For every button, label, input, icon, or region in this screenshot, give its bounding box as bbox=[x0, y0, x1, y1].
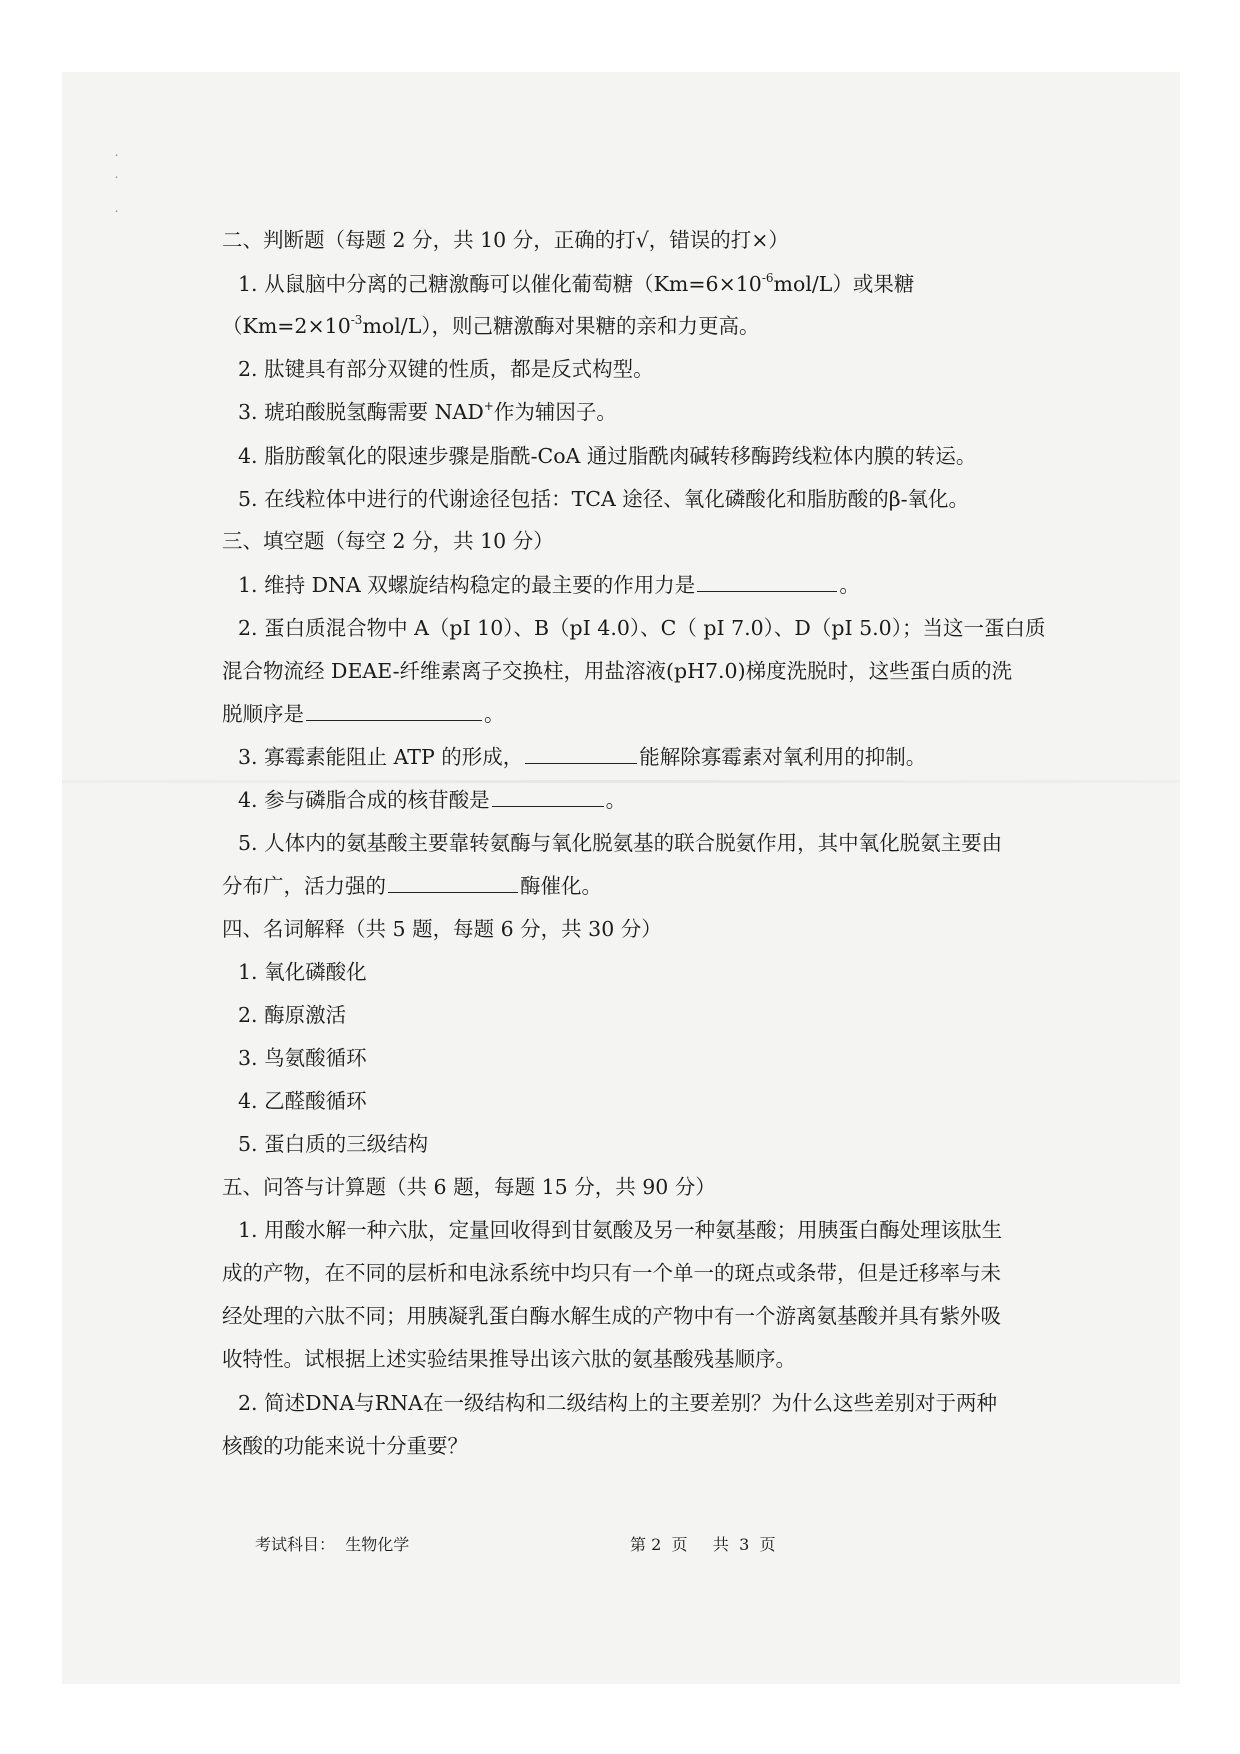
question-number: 1. bbox=[238, 573, 258, 597]
question-number: 5. bbox=[238, 487, 258, 511]
essay-question-1-line-4: 收特性。试根据上述实验结果推导出该六肽的氨基酸残基顺序。 bbox=[222, 1347, 796, 1371]
question-number: 3. bbox=[238, 400, 258, 424]
fill-question-3: 3. 寡霉素能阻止 ATP 的形成， 能解除寡霉素对氧利用的抑制。 bbox=[238, 745, 927, 769]
answer-blank[interactable] bbox=[697, 571, 837, 592]
question-number: 2. bbox=[238, 616, 258, 640]
judge-question-1-line-2: $(Km=2\times 10^{-3}mol/L)$，则己糖激酶对果糖的亲和力更高。 bbox=[222, 313, 760, 338]
question-number: 1. bbox=[238, 272, 258, 296]
essay-question-1-line-2: 成的产物，在不同的层析和电泳系统中均只有一个单一的斑点或条带，但是迁移率与未 bbox=[222, 1261, 1001, 1285]
section-5-title: 五、问答与计算题（共 6 题，每题 15 分，共 90 分） bbox=[222, 1175, 716, 1199]
fill-question-5-line-1: 5. 人体内的氨基酸主要靠转氨酶与氧化脱氨基的联合脱氨作用，其中氧化脱氨主要由 bbox=[238, 831, 1003, 855]
answer-blank[interactable] bbox=[388, 872, 518, 893]
term-item: 2. 酶原激活 bbox=[238, 1003, 347, 1027]
judge-question-5: 5. 在线粒体中进行的代谢途径包括：TCA 途径、氧化磷酸化和脂肪酸的β-氧化。 bbox=[238, 487, 970, 511]
margin-mark: ˙ bbox=[113, 175, 120, 191]
question-number: 5. bbox=[238, 831, 258, 855]
answer-blank[interactable] bbox=[306, 700, 482, 721]
margin-mark: ˙ bbox=[113, 209, 120, 225]
exam-subject: 考试科目： 生物化学 bbox=[255, 1535, 410, 1554]
judge-question-2: 2. 肽键具有部分双键的性质，都是反式构型。 bbox=[238, 357, 654, 381]
judge-question-4: 4. 脂肪酸氧化的限速步骤是脂酰-CoA 通过脂酰肉碱转移酶跨线粒体内膜的转运。 bbox=[238, 444, 977, 468]
question-number: 4. bbox=[238, 788, 258, 812]
page-number: 第 2 页 共 3 页 bbox=[630, 1535, 776, 1554]
term-item: 5. 蛋白质的三级结构 bbox=[238, 1132, 429, 1156]
fill-question-2-line-3: 脱顺序是 。 bbox=[222, 702, 505, 726]
section-4-title: 四、名词解释（共 5 题，每题 6 分，共 30 分） bbox=[222, 917, 662, 941]
judge-question-1-line-1: 1. 从鼠脑中分离的己糖激酶可以催化葡萄糖$(Km=6\times 10^{-6}mol/L)$或果糖 bbox=[238, 271, 915, 296]
judge-question-3: 3. 琥珀酸脱氢酶需要 NAD+作为辅因子。 bbox=[238, 399, 617, 424]
question-number: 3. bbox=[238, 745, 258, 769]
fill-question-2-line-2: 混合物流经 DEAE-纤维素离子交换柱，用盐溶液(pH7.0)梯度洗脱时，这些蛋白质的洗 bbox=[222, 659, 1013, 683]
section-2-title: 二、判断题（每题 2 分，共 10 分，正确的打√，错误的打×） bbox=[222, 228, 789, 252]
question-number: 2. bbox=[238, 357, 258, 381]
term-item: 1. 氧化磷酸化 bbox=[238, 960, 367, 984]
term-item: 3. 鸟氨酸循环 bbox=[238, 1046, 367, 1070]
essay-question-2-line-1: 2. 简述DNA与RNA在一级结构和二级结构上的主要差别？为什么这些差别对于两种 bbox=[238, 1391, 997, 1415]
essay-question-2-line-2: 核酸的功能来说十分重要？ bbox=[222, 1434, 468, 1458]
section-3-title: 三、填空题（每空 2 分，共 10 分） bbox=[222, 529, 554, 553]
margin-mark: ˙ bbox=[113, 153, 120, 169]
fill-question-5-line-2: 分布广，活力强的 酶催化。 bbox=[222, 874, 602, 898]
answer-blank[interactable] bbox=[525, 743, 637, 764]
question-number: 1. bbox=[238, 1218, 258, 1242]
answer-blank[interactable] bbox=[492, 786, 604, 807]
essay-question-1-line-1: 1. 用酸水解一种六肽，定量回收得到甘氨酸及另一种氨基酸；用胰蛋白酶处理该肽生 bbox=[238, 1218, 1003, 1242]
fill-question-1: 1. 维持 DNA 双螺旋结构稳定的最主要的作用力是 。 bbox=[238, 573, 860, 597]
fill-question-2-line-1: 2. 蛋白质混合物中 A（pI 10）、B（pI 4.0）、C（ pI 7.0）、D（pI 5.0）；当这一蛋白质 bbox=[238, 616, 1046, 640]
question-number: 2. bbox=[238, 1391, 258, 1415]
fill-question-4: 4. 参与磷脂合成的核苷酸是 。 bbox=[238, 788, 627, 812]
question-number: 4. bbox=[238, 444, 258, 468]
term-item: 4. 乙醛酸循环 bbox=[238, 1089, 367, 1113]
paper-fold-line bbox=[62, 780, 1180, 783]
essay-question-1-line-3: 经处理的六肽不同；用胰凝乳蛋白酶水解生成的产物中有一个游离氨基酸并具有紫外吸 bbox=[222, 1304, 1001, 1328]
